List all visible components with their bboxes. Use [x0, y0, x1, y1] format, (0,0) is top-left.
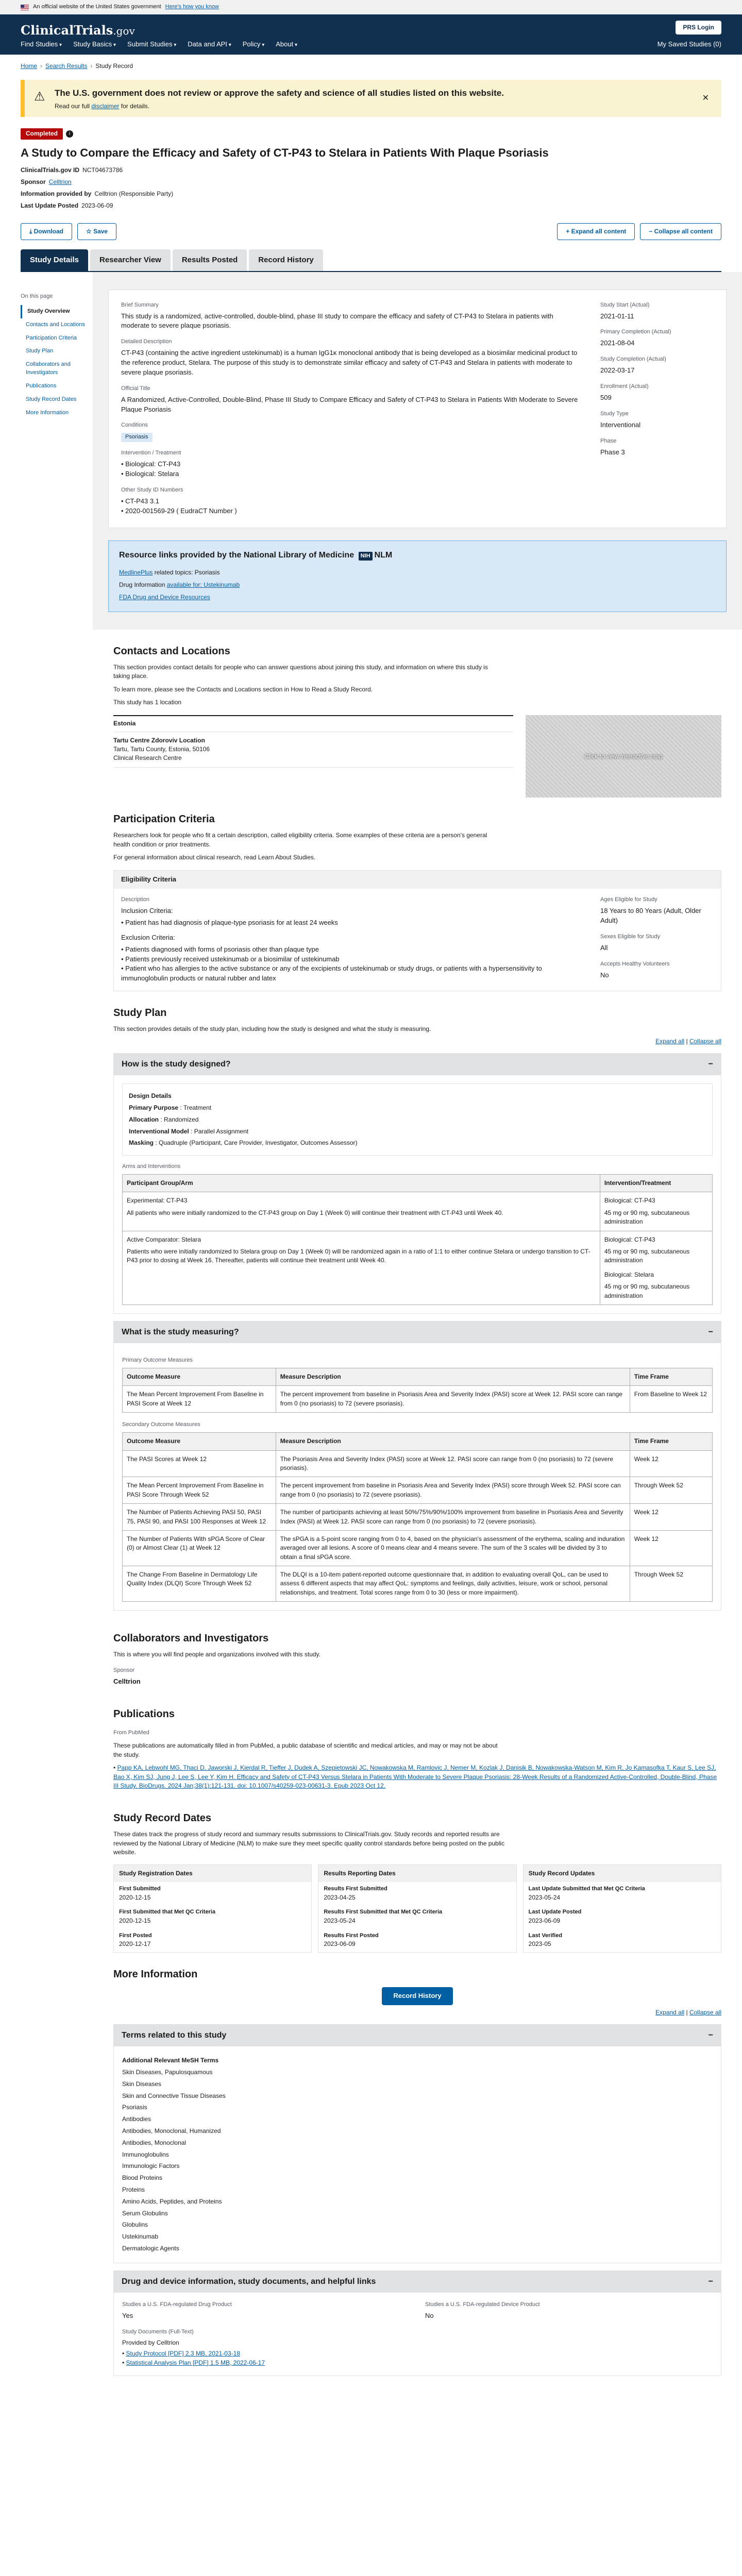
fact-value: 2021-08-04 — [600, 339, 635, 347]
mesh-term: Antibodies, Monoclonal — [122, 2139, 187, 2146]
study-meta — [21, 164, 721, 211]
eligibility-title: Eligibility Criteria — [114, 871, 721, 889]
disclaimer-link[interactable]: disclaimer — [91, 103, 120, 110]
record-dates-title: Study Record Dates — [113, 1812, 212, 1824]
overview-facts — [600, 301, 714, 516]
nav-data-api[interactable]: Data and API ▾ — [188, 40, 231, 49]
warning-icon: ⚠ — [34, 90, 45, 104]
fact-label: Ages Eligible for Study — [600, 896, 657, 903]
record-history-button[interactable]: Record History — [382, 1987, 452, 2005]
study-title: A Study to Compare the Efficacy and Safety of CT-P43 to Stelara in Patients With Plaque Psoriasis — [21, 146, 549, 159]
mesh-term: Globulins — [122, 2221, 148, 2229]
design-value: Treatment — [183, 1104, 212, 1111]
date-value: 2020-12-17 — [119, 1940, 151, 1948]
date-label: Last Update Submitted that Met QC Criteria — [528, 1885, 645, 1892]
outcome-timeframe: Through Week 52 — [630, 1477, 712, 1504]
sponsor-label: Sponsor — [113, 1667, 134, 1673]
nlm-badge-suffix: NLM — [374, 550, 393, 560]
action-row — [0, 212, 742, 240]
other-id-item: • CT-P43 3.1 — [121, 497, 580, 506]
logo-text: ClinicalTrials — [21, 23, 113, 38]
arms-header: Participant Group/Arm — [123, 1175, 600, 1192]
exclusion-item: • Patients previously received ustekinumab or a biosimilar of ustekinumab — [121, 955, 585, 964]
collaborators-title: Collaborators and Investigators — [113, 1633, 269, 1645]
gov-banner — [0, 0, 742, 14]
info-icon[interactable]: i — [66, 130, 73, 138]
outcome-measure: The Mean Percent Improvement From Baseline in PASI Score at Week 12 — [123, 1386, 276, 1413]
mesh-term: Skin and Connective Tissue Diseases — [122, 2092, 226, 2099]
outcome-measure: The Mean Percent Improvement From Baseline in PASI Score Through Week 52 — [123, 1477, 276, 1504]
site-header — [0, 14, 742, 55]
arms-header: Intervention/Treatment — [600, 1175, 712, 1192]
mesh-term: Ustekinumab — [122, 2233, 159, 2241]
study-protocol-link[interactable]: Study Protocol [PDF] 2.3 MB, 2021-03-18 — [126, 2350, 240, 2358]
date-label: First Submitted — [119, 1885, 161, 1892]
dates-column-title: Results Reporting Dates — [318, 1865, 516, 1882]
date-value: 2020-12-15 — [119, 1893, 151, 1901]
date-value: 2023-04-25 — [324, 1893, 356, 1901]
design-label: Interventional Model — [129, 1127, 189, 1135]
intervention-item: • Biological: Stelara — [121, 469, 580, 479]
primary-caption: Primary Outcome Measures — [122, 1357, 193, 1364]
drug-info-accordion-body — [113, 2293, 721, 2376]
fact-label: Study Start (Actual) — [600, 301, 650, 308]
fact-value: 509 — [600, 393, 612, 401]
save-button[interactable]: ☆ Save — [77, 223, 116, 240]
arm-description: Patients who were initially randomized to Stelara group on Day 1 (Week 0) will be randomized again in a ratio of 1:1 to either continue Stelara or undergo transition to CT-P43 prior to dosing at Week 16. Thereafter, patients will continue their treatment until Week 40. — [127, 1248, 591, 1264]
study-tabs — [21, 249, 721, 272]
arm-description: All patients who were initially randomized to the CT-P43 group on Day 1 (Week 0) will continue their treatment with CT-P43 until Week 40. — [127, 1209, 503, 1216]
drug-info-link[interactable]: available for: Ustekinumab — [166, 581, 240, 588]
info-provided-label: Information provided by — [21, 190, 92, 197]
dates-column-title: Study Record Updates — [524, 1865, 721, 1882]
disclaimer-text-after: for details. — [121, 103, 150, 110]
dates-column-title: Study Registration Dates — [114, 1865, 311, 1882]
design-accordion-header[interactable] — [113, 1053, 721, 1075]
nav-item-publications[interactable]: Publications — [26, 383, 57, 389]
measure-accordion-body — [113, 1343, 721, 1611]
record-updates — [523, 1865, 721, 1953]
plan-collapse-all-link[interactable]: Collapse all — [689, 1037, 721, 1045]
treatment-description: 45 mg or 90 mg, subcutaneous administration — [604, 1283, 690, 1299]
info-provided: Celltrion (Responsible Party) — [94, 190, 174, 197]
measure-accordion-header[interactable] — [113, 1321, 721, 1343]
secondary-caption: Secondary Outcome Measures — [122, 1421, 200, 1428]
contacts-section — [113, 630, 721, 798]
breadcrumb-separator: › — [90, 62, 93, 70]
breadcrumb-separator: › — [40, 62, 43, 70]
fact-value: 2021-01-11 — [600, 312, 634, 320]
other-id-item: • 2020-001569-29 ( EudraCT Number ) — [121, 506, 580, 516]
eligibility-facts — [600, 896, 714, 984]
terms-title: Terms related to this study — [122, 2031, 227, 2040]
publications-intro: These publications are automatically filled in from PubMed, a public database of scientific and medical articles, and may or may not be about the study. — [113, 1742, 498, 1758]
breadcrumb — [0, 55, 742, 78]
design-value: Quadruple (Participant, Care Provider, Investigator, Outcomes Assessor) — [159, 1139, 358, 1147]
record-dates-section — [113, 1790, 721, 1953]
minus-icon: − — [708, 1059, 713, 1069]
outcome-description: The percent improvement from baseline in Psoriasis Area and Severity Index (PASI) score at Week 12. PASI score can range from 0 (no psoriasis) to 72 (severe psoriasis). — [276, 1386, 630, 1413]
date-value: 2023-05 — [528, 1940, 551, 1948]
mesh-term: Antibodies, Monoclonal, Humanized — [122, 2127, 221, 2135]
breadcrumb-home[interactable]: Home — [21, 62, 38, 70]
study-docs-provider: Provided by Celltrion — [122, 2338, 179, 2346]
interventions-label: Intervention / Treatment — [121, 450, 181, 456]
nav-submit-studies[interactable]: Submit Studies ▾ — [127, 40, 176, 49]
date-label: Last Verified — [528, 1932, 563, 1939]
outcome-description: The DLQI is a 10-item patient-reported outcome questionnaire that, in addition to evaluating overall QoL, can be used to assess 6 different aspects that may affect QoL: symptoms and feelings, daily activities, leisure, work or school, personal relationships, and treatment. Total scores range from 0 to 30 (less or more impairment). — [276, 1566, 630, 1602]
inclusion-label: Inclusion Criteria: — [121, 907, 173, 915]
participation-general: For general information about clinical research, read Learn About Studies. — [113, 854, 316, 861]
date-value: 2023-05-24 — [528, 1893, 561, 1901]
official-title: A Randomized, Active-Controlled, Double-Blind, Phase III Study to Compare Efficacy and Safety of CT-P43 to Stelara in Patients With Moderate to Severe Plaque Psoriasis — [121, 395, 578, 413]
outcome-timeframe: Week 12 — [630, 1450, 712, 1477]
nav-about[interactable]: About ▾ — [276, 40, 297, 49]
detailed-description-label: Detailed Description — [121, 338, 172, 345]
design-question: How is the study designed? — [122, 1059, 231, 1069]
study-docs-label: Study Documents (Full-Text) — [122, 2328, 194, 2335]
mesh-term: Antibodies — [122, 2115, 151, 2123]
collapse-all-label: Collapse all content — [654, 227, 713, 235]
tab-study-details[interactable]: Study Details — [21, 249, 88, 271]
fda-drug-label: Studies a U.S. FDA-regulated Drug Product — [122, 2301, 232, 2308]
outcome-description: The sPGA is a 5-point score ranging from 0 to 4, based on the physician's assessment of the erythema, scaling and induration averaged over all lesions. A score of 0 means clear and 4 means severe. The sum of the 3 scales will be divided by 3 to obtain a final sPGA score. — [276, 1530, 630, 1566]
publication-link[interactable]: Papp KA, Lebwohl MG, Thaci D, Jaworski J, Kierdal R, Tieffer J, Dudek A, Szepietowski JC, Nowakowska M, Ramlovic J, Nemer M, Kozlak J, Danisik B, Nowakowska-Watson M, Kim R, Jo Kamasofka T, Kaur S, Lee SJ, Bao X, Kim SJ, Jung J, Lee S, Lee Y, Kim H. Efficacy and Safety of CT-P43 Versus Stelara in Patients With Moderate to Severe Plaque Psoriasis: 28-Week Results of a Randomized Active-Controlled, Double-Blind, Phase III Study. BioDrugs. 2024 Jan;38(1):121-131. doi: 10.1007/s40259-023-00631-3. Epub 2023 Oct 12. — [113, 1764, 717, 1789]
download-label: Download — [33, 227, 63, 235]
outcome-timeframe: Week 12 — [630, 1530, 712, 1566]
exclusion-item: • Patient who has allergies to the active substance or any of the excipients of ustekinumab or study drugs, or patients with a hypersensitivity to immunoglobulin products or natural rubber and latex — [121, 964, 585, 984]
nav-study-basics[interactable]: Study Basics ▾ — [73, 40, 116, 49]
disclaimer-alert — [21, 80, 721, 117]
outcome-header: Time Frame — [630, 1368, 712, 1386]
contacts-intro: This section provides contact details for people who can answer questions about joining this study, and information on where this study is taking place. — [113, 663, 488, 680]
design-label: Primary Purpose — [129, 1104, 179, 1111]
registration-dates — [113, 1865, 312, 1953]
outcome-timeframe: Through Week 52 — [630, 1566, 712, 1602]
terms-subtitle: Additional Relevant MeSH Terms — [122, 2057, 219, 2064]
primary-outcomes-table — [122, 1368, 713, 1413]
breadcrumb-current: Study Record — [95, 62, 133, 70]
more-info-title: More Information — [113, 1968, 198, 1980]
nav-find-studies[interactable]: Find Studies ▾ — [21, 40, 62, 49]
design-label: Masking — [129, 1139, 154, 1147]
mesh-term: Skin Diseases — [122, 2080, 162, 2088]
fact-label: Sexes Eligible for Study — [600, 933, 661, 940]
expand-all-label: Expand all content — [571, 227, 627, 235]
arms-caption: Arms and Interventions — [122, 1163, 181, 1170]
fact-label: Study Type — [600, 410, 629, 417]
record-dates-intro: These dates track the progress of study record and summary results submissions to ClinicalTrials.gov. Study records and reported results are reviewed by the National Library of Medicine (NLM) to make sure they meet specific quality control standards before being posted on the public website. — [113, 1831, 505, 1856]
condition-tag[interactable]: Psoriasis — [121, 433, 153, 442]
date-label: Results First Posted — [324, 1932, 379, 1939]
medlineplus-link[interactable]: MedlinePlus — [119, 568, 153, 576]
fda-resources-link[interactable]: FDA Drug and Device Resources — [119, 593, 210, 601]
eligibility-card — [113, 870, 721, 991]
brief-summary: This study is a randomized, active-controlled, double-blind, phase III study to compare the efficacy and safety of CT-P43 to Stelara in patients with moderate to severe plaque psoriasis. — [121, 312, 553, 330]
design-details-title: Design Details — [129, 1092, 172, 1100]
design-value: Parallel Assignment — [194, 1127, 249, 1135]
status-badge: Completed — [21, 128, 63, 139]
study-header — [0, 117, 742, 211]
content — [0, 272, 742, 2376]
nav-policy[interactable]: Policy ▾ — [243, 40, 265, 49]
treatment-name: Biological: Stelara — [604, 1270, 654, 1278]
mesh-term: Proteins — [122, 2186, 145, 2194]
participation-section — [113, 798, 721, 991]
date-label: Last Update Posted — [528, 1909, 582, 1916]
study-plan-section — [113, 991, 721, 1611]
other-ids-label: Other Study ID Numbers — [121, 486, 183, 493]
mesh-term: Skin Diseases, Papulosquamous — [122, 2069, 213, 2076]
close-icon[interactable]: ✕ — [702, 94, 709, 103]
terms-accordion-header[interactable] — [113, 2024, 721, 2046]
nav-item-record-dates[interactable]: Study Record Dates — [26, 396, 77, 403]
site-logo[interactable] — [21, 22, 135, 40]
table-row — [123, 1566, 713, 1602]
treatment-name: Biological: CT-P43 — [604, 1235, 655, 1243]
id-label: ClinicalTrials.gov ID — [21, 166, 80, 174]
study-plan-intro: This section provides details of the study plan, including how the study is designed and what the study is measuring. — [113, 1025, 431, 1033]
sponsor-link[interactable]: Celltrion — [48, 178, 72, 186]
fact-label: Study Completion (Actual) — [600, 356, 666, 363]
arm-name: Active Comparator: Stelara — [127, 1235, 201, 1243]
minus-icon: − — [708, 1327, 713, 1336]
contacts-learn: To learn more, please see the Contacts and Locations section in How to Read a Study Record. — [113, 685, 373, 693]
location-city: Tartu, Tartu County, Estonia, 50106 — [113, 745, 210, 753]
date-label: First Submitted that Met QC Criteria — [119, 1909, 216, 1916]
location-name: Tartu Centre Zdoroviv Location — [113, 736, 205, 744]
outcome-header: Measure Description — [276, 1368, 630, 1386]
prs-login-button[interactable]: PRS Login — [676, 21, 721, 35]
results-dates — [318, 1865, 516, 1953]
location-site: Clinical Research Centre — [113, 754, 182, 762]
study-id: NCT04673786 — [82, 166, 123, 174]
nav-item-more-info[interactable]: More Information — [26, 410, 69, 416]
design-accordion-body — [113, 1075, 721, 1314]
table-row — [123, 1450, 713, 1477]
fda-device-value: No — [425, 2311, 434, 2319]
expand-all-button[interactable]: + Expand all content — [557, 223, 635, 240]
more-collapse-all-link[interactable]: Collapse all — [689, 2008, 721, 2016]
fda-device-label: Studies a U.S. FDA-regulated Device Product — [425, 2301, 540, 2308]
date-value: 2023-06-09 — [528, 1917, 561, 1925]
overview-card — [108, 290, 727, 528]
nav-item-contacts[interactable]: Contacts and Locations — [26, 321, 85, 328]
measure-question: What is the study measuring? — [122, 1327, 239, 1336]
outcome-measure: The Number of Patients Achieving PASI 50, PASI 75, PASI 90, and PASI 100 Responses at Week 12 — [123, 1504, 276, 1531]
breadcrumb-search-results[interactable]: Search Results — [45, 62, 88, 70]
outcome-timeframe: Week 12 — [630, 1504, 712, 1531]
fact-label: Phase — [600, 437, 617, 444]
disclaimer-text — [55, 102, 711, 111]
mesh-term: Blood Proteins — [122, 2174, 163, 2182]
tab-record-history[interactable]: Record History — [249, 249, 323, 271]
mesh-term: Dermatologic Agents — [122, 2245, 179, 2252]
sap-link[interactable]: Statistical Analysis Plan [PDF] 1.5 MB, 2022-06-17 — [126, 2359, 265, 2366]
nav-item-overview[interactable]: Study Overview — [21, 305, 93, 318]
more-expand-all-link[interactable]: Expand all — [655, 2008, 685, 2016]
date-value: 2020-12-15 — [119, 1917, 151, 1925]
table-row — [123, 1192, 713, 1231]
map-overlay-text: Click to view interactive map — [584, 752, 663, 760]
treatment-description: 45 mg or 90 mg, subcutaneous administration — [604, 1209, 690, 1226]
outcome-measure: The PASI Scores at Week 12 — [123, 1450, 276, 1477]
mesh-term: Psoriasis — [122, 2104, 147, 2111]
fact-value: 2022-03-17 — [600, 366, 635, 375]
inclusion-item: • Patient has had diagnosis of plaque-type psoriasis for at least 24 weeks — [121, 918, 585, 928]
outcome-header: Outcome Measure — [123, 1433, 276, 1450]
arm-name: Experimental: CT-P43 — [127, 1197, 188, 1205]
design-details: Design Details Primary Purpose : Treatment Allocation : Randomized Interventional Model : Parallel Assignment Masking : Quadruple (Participant, Care Provider, Investigator, Outcomes Assessor) — [122, 1083, 713, 1156]
save-label: Save — [93, 227, 108, 235]
plan-expand-all-link[interactable]: Expand all — [655, 1037, 685, 1045]
location-row — [113, 732, 513, 768]
table-row — [123, 1386, 713, 1413]
fact-value: All — [600, 943, 608, 952]
plan-expand-links: Expand all | Collapse all — [655, 1037, 721, 1045]
design-value: Randomized — [164, 1115, 199, 1123]
date-value: 2023-06-09 — [324, 1940, 356, 1948]
table-row — [123, 1504, 713, 1531]
mesh-term: Serum Globulins — [122, 2209, 168, 2217]
left-nav — [21, 272, 93, 2376]
outcome-header: Outcome Measure — [123, 1368, 276, 1386]
official-title-label: Official Title — [121, 385, 150, 392]
arms-table — [122, 1174, 713, 1305]
minus-icon: − — [708, 2277, 713, 2286]
secondary-outcomes-table — [122, 1432, 713, 1602]
date-label: Results First Submitted — [324, 1885, 387, 1892]
drug-info-before: Drug Information — [119, 581, 165, 588]
nav-item-study-plan[interactable]: Study Plan — [26, 348, 54, 354]
conditions-label: Conditions — [121, 422, 148, 429]
location-table — [113, 715, 513, 798]
mesh-term: Amino Acids, Peptides, and Proteins — [122, 2197, 222, 2205]
on-page-label: On this page — [21, 293, 53, 299]
fact-value: Phase 3 — [600, 448, 625, 456]
mesh-term: Immunologic Factors — [122, 2162, 180, 2170]
study-overview-section — [93, 272, 742, 630]
nav-item-participation[interactable]: Participation Criteria — [26, 334, 77, 341]
nav-item-collaborators[interactable]: Collaborators and Investigators — [26, 361, 71, 376]
location-map[interactable] — [526, 715, 721, 798]
outcome-description: The number of participants achieving at least 50%/75%/90%/100% improvement from baseline in Psoriasis Area and Severity Index (PASI) at Week 12. PASI score can range from 0 (no psoriasis) to 72 (severe psoriasis). — [276, 1504, 630, 1531]
terms-accordion-body — [113, 2046, 721, 2263]
outcome-header: Time Frame — [630, 1433, 712, 1450]
drug-info-title: Drug and device information, study documents, and helpful links — [122, 2277, 376, 2286]
design-label: Allocation — [129, 1115, 159, 1123]
outcome-timeframe: From Baseline to Week 12 — [630, 1386, 712, 1413]
gov-banner-text: An official website of the United States government — [33, 4, 161, 10]
fact-label: Accepts Healthy Volunteers — [600, 960, 670, 967]
study-plan-title: Study Plan — [113, 1007, 167, 1019]
participation-intro: Researchers look for people who fit a certain description, called eligibility criteria. Some examples of these criteria are a person's general health condition or prior treatments. — [113, 832, 487, 848]
disclaimer-text-before: Read our full — [55, 103, 90, 110]
logo-suffix: .gov — [113, 25, 135, 37]
disclaimer-title: The U.S. government does not review or approve the safety and science of all studies listed on this website. — [55, 88, 504, 98]
outcome-measure: The Change From Baseline in Dermatology Life Quality Index (DLQI) Score Through Week 52 — [123, 1566, 276, 1602]
date-label: First Posted — [119, 1932, 152, 1939]
exclusion-item: • Patients diagnosed with forms of psoriasis other than plaque type — [121, 945, 585, 955]
treatment-name: Biological: CT-P43 — [604, 1197, 655, 1205]
fact-value: Interventional — [600, 420, 641, 429]
sponsor-label: Sponsor — [21, 178, 46, 186]
nlm-title-text: Resource links provided by the National Library of Medicine — [119, 550, 355, 560]
tab-results-posted[interactable]: Results Posted — [173, 249, 247, 271]
location-country: Estonia — [113, 716, 513, 732]
fact-value: No — [600, 971, 609, 979]
tab-researcher-view[interactable]: Researcher View — [90, 249, 171, 271]
date-value: 2023-05-24 — [324, 1917, 356, 1925]
date-label: Results First Submitted that Met QC Criteria — [324, 1909, 443, 1916]
mesh-term: Immunoglobulins — [122, 2150, 169, 2158]
fact-label: Enrollment (Actual) — [600, 383, 649, 390]
sponsor-name: Celltrion — [113, 1677, 141, 1685]
outcome-description: The percent improvement from baseline in Psoriasis Area and Severity Index (PASI) score through Week 52. PASI score can range from 0 (no psoriasis) to 72 (severe psoriasis). — [276, 1477, 630, 1504]
publications-section — [113, 1686, 721, 1790]
outcome-header: Measure Description — [276, 1433, 630, 1450]
table-row — [123, 1231, 713, 1304]
nlm-resource-panel — [108, 540, 727, 612]
main-nav — [21, 40, 297, 49]
publications-title: Publications — [113, 1708, 175, 1720]
nlm-title — [119, 549, 716, 561]
brief-summary-label: Brief Summary — [121, 301, 159, 308]
exclusion-label: Exclusion Criteria: — [121, 933, 175, 941]
participation-title: Participation Criteria — [113, 814, 215, 825]
fda-drug-value: Yes — [122, 2311, 133, 2319]
how-you-know-link[interactable]: Here's how you know — [165, 4, 219, 10]
us-flag-icon — [21, 5, 29, 10]
description-label: Description — [121, 896, 150, 903]
drug-info-accordion-header[interactable] — [113, 2270, 721, 2293]
from-pubmed-label: From PubMed — [113, 1730, 149, 1736]
treatment-description: 45 mg or 90 mg, subcutaneous administration — [604, 1248, 690, 1264]
nih-badge: NIH — [359, 552, 373, 561]
outcome-measure: The Number of Patients With sPGA Score of Clear (0) or Almost Clear (1) at Week 12 — [123, 1530, 276, 1566]
table-row — [123, 1530, 713, 1566]
fact-label: Primary Completion (Actual) — [600, 329, 671, 335]
outcome-description: The Psoriasis Area and Severity Index (PASI) score at Week 12. PASI score can range from 0 (no psoriasis) to 72 (severe psoriasis). — [276, 1450, 630, 1477]
more-info-section — [113, 1953, 721, 2017]
fact-value: 18 Years to 80 Years (Adult, Older Adult) — [600, 907, 701, 925]
saved-studies-link[interactable]: My Saved Studies (0) — [657, 40, 721, 48]
medlineplus-after: related topics: Psoriasis — [154, 568, 220, 576]
download-button[interactable]: ⤓ Download — [21, 223, 72, 240]
collapse-all-button[interactable]: − Collapse all content — [640, 223, 721, 240]
collaborators-intro: This is where you will find people and organizations involved with this study. — [113, 1651, 321, 1658]
intervention-item: • Biological: CT-P43 — [121, 460, 580, 469]
last-update: 2023-06-09 — [81, 201, 113, 209]
more-info-expand-links: Expand all | Collapse all — [655, 2008, 721, 2016]
detailed-description: CT-P43 (containing the active ingredient ustekinumab) is a human IgG1κ monoclonal antibody that is being developed as a biosimilar medicinal product to the reference product, Stelara. The purpose of this study is to demonstrate similar efficacy and safety of CT-P43 and Stelara in patients with moderate to severe plaque psoriasis. — [121, 349, 578, 376]
main-column — [93, 272, 721, 2376]
location-count: This study has 1 location — [113, 698, 182, 706]
contacts-title: Contacts and Locations — [113, 645, 230, 657]
collaborators-section — [113, 1611, 721, 1686]
last-update-label: Last Update Posted — [21, 201, 79, 209]
table-row — [123, 1477, 713, 1504]
minus-icon: − — [708, 2031, 713, 2040]
